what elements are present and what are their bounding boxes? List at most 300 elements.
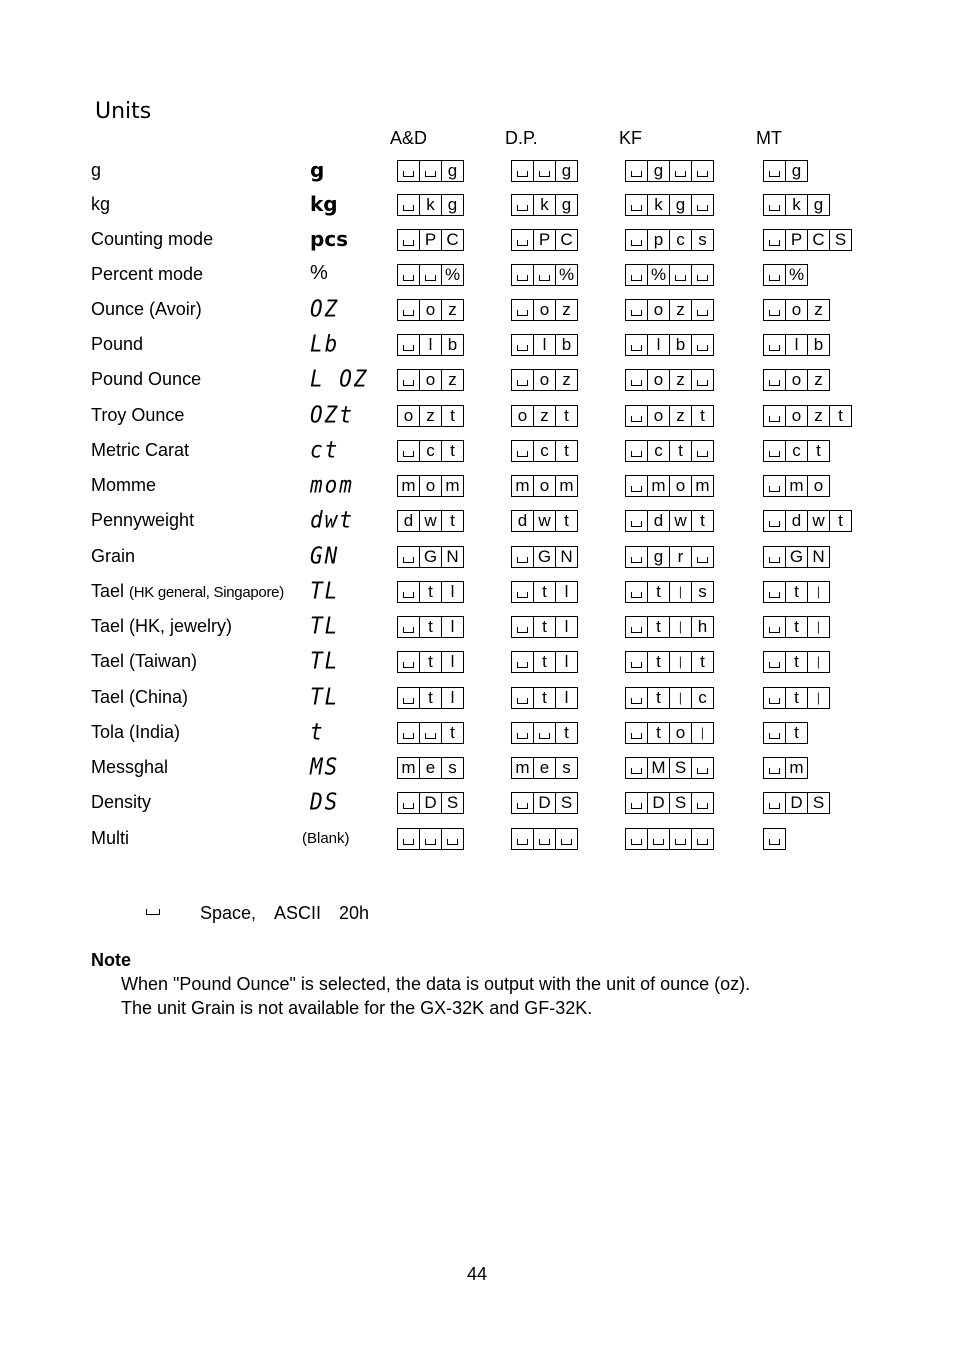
unit-name-text: Pennyweight <box>91 510 195 530</box>
output-cells-ad <box>397 194 464 216</box>
output-cells-kf <box>625 440 714 462</box>
space-cell <box>625 475 648 497</box>
char-cell: D <box>647 792 670 814</box>
char-cell: t <box>555 510 578 532</box>
output-cells-dp <box>511 369 578 391</box>
char-cell: D <box>419 792 442 814</box>
space-cell <box>397 616 420 638</box>
output-cells-ad <box>397 757 464 779</box>
output-cells-ad <box>397 299 464 321</box>
space-cell <box>691 334 714 356</box>
output-cells-kf <box>625 229 714 251</box>
space-cell <box>511 369 534 391</box>
output-cells-ad <box>397 581 464 603</box>
output-cells-mt <box>763 581 830 603</box>
output-cells-mt <box>763 405 852 427</box>
char-cell: t <box>555 440 578 462</box>
char-cell: d <box>511 510 534 532</box>
char-cell: t <box>419 616 442 638</box>
output-cells-kf <box>625 475 714 497</box>
unit-name-text: Pound Ounce <box>91 369 202 389</box>
space-cell <box>397 264 420 286</box>
column-header-mt: MT <box>756 128 782 148</box>
space-cell <box>397 299 420 321</box>
space-cell <box>763 581 786 603</box>
char-cell: N <box>441 546 464 568</box>
char-cell: t <box>785 687 808 709</box>
char-cell: o <box>669 475 692 497</box>
space-cell <box>625 334 648 356</box>
output-cells-dp <box>511 616 578 638</box>
space-cell <box>533 264 556 286</box>
unit-name <box>91 229 213 250</box>
char-cell: t <box>419 687 442 709</box>
char-cell: c <box>785 440 808 462</box>
char-cell: % <box>441 264 464 286</box>
unit-display-symbol: dwt <box>310 506 354 534</box>
unit-name <box>91 334 143 355</box>
column-header-dp: D.P. <box>505 128 538 148</box>
char-cell: k <box>533 194 556 216</box>
table-row <box>0 471 954 509</box>
space-cell <box>763 405 786 427</box>
char-cell: P <box>785 229 808 251</box>
unit-display-symbol: t <box>310 718 325 746</box>
output-cells-kf <box>625 792 714 814</box>
unit-display-symbol: Lb <box>310 330 340 358</box>
char-cell: g <box>441 160 464 182</box>
output-cells-ad <box>397 229 464 251</box>
space-cell <box>533 160 556 182</box>
unit-name-text: Momme <box>91 475 157 495</box>
char-cell: d <box>647 510 670 532</box>
unit-display-symbol: (Blank) <box>302 830 350 847</box>
space-cell <box>763 616 786 638</box>
char-cell: G <box>419 546 442 568</box>
unit-name-text: Tael <box>91 581 125 601</box>
output-cells-mt <box>763 722 808 744</box>
space-cell <box>511 160 534 182</box>
unit-name <box>91 160 101 181</box>
output-cells-ad <box>397 687 464 709</box>
space-cell <box>511 299 534 321</box>
output-cells-kf <box>625 757 714 779</box>
char-cell: N <box>807 546 830 568</box>
char-cell: s <box>691 229 714 251</box>
char-cell: % <box>647 264 670 286</box>
char-cell: t <box>441 440 464 462</box>
char-cell: s <box>441 757 464 779</box>
char-cell: t <box>533 581 556 603</box>
space-cell <box>419 828 442 850</box>
output-cells-kf <box>625 194 714 216</box>
char-cell: z <box>441 369 464 391</box>
output-cells-kf <box>625 369 714 391</box>
char-cell: e <box>533 757 556 779</box>
char-cell: | <box>669 616 692 638</box>
unit-name-text: kg <box>91 194 111 214</box>
char-cell: t <box>533 687 556 709</box>
char-cell: C <box>555 229 578 251</box>
unit-name <box>91 264 203 285</box>
char-cell: l <box>555 616 578 638</box>
output-cells-mt <box>763 687 830 709</box>
char-cell: r <box>669 546 692 568</box>
char-cell: S <box>669 757 692 779</box>
space-cell <box>397 334 420 356</box>
table-row <box>0 160 954 194</box>
char-cell: t <box>533 651 556 673</box>
char-cell: t <box>419 651 442 673</box>
space-cell <box>625 828 648 850</box>
table-row <box>0 436 954 474</box>
char-cell: t <box>555 722 578 744</box>
space-cell <box>691 440 714 462</box>
table-row <box>0 718 954 756</box>
char-cell: t <box>441 405 464 427</box>
char-cell: z <box>807 369 830 391</box>
unit-name-text: Grain <box>91 546 136 566</box>
char-cell: g <box>555 160 578 182</box>
char-cell: C <box>441 229 464 251</box>
char-cell: z <box>807 405 830 427</box>
char-cell: t <box>691 510 714 532</box>
char-cell: h <box>691 616 714 638</box>
space-cell <box>763 722 786 744</box>
char-cell: m <box>785 475 808 497</box>
char-cell: m <box>397 475 420 497</box>
char-cell: o <box>785 299 808 321</box>
table-row <box>0 612 954 650</box>
unit-name-text: Troy Ounce <box>91 405 185 425</box>
output-cells-dp <box>511 687 578 709</box>
space-cell <box>763 475 786 497</box>
char-cell: s <box>555 757 578 779</box>
space-cell <box>625 792 648 814</box>
output-cells-dp <box>511 651 578 673</box>
table-row <box>0 194 954 228</box>
space-cell <box>511 334 534 356</box>
char-cell: z <box>669 299 692 321</box>
space-cell <box>419 722 442 744</box>
space-cell <box>511 581 534 603</box>
output-cells-kf <box>625 299 714 321</box>
char-cell: o <box>419 299 442 321</box>
char-cell: m <box>511 475 534 497</box>
char-cell: | <box>807 616 830 638</box>
space-cell <box>625 581 648 603</box>
output-cells-mt <box>763 792 830 814</box>
space-cell <box>763 792 786 814</box>
char-cell: l <box>785 334 808 356</box>
space-cell <box>625 616 648 638</box>
char-cell: | <box>807 581 830 603</box>
unit-display-symbol: OZt <box>310 401 354 429</box>
space-cell <box>763 369 786 391</box>
space-cell <box>397 651 420 673</box>
unit-display-symbol: % <box>310 262 328 284</box>
unit-name-suffix: (HK general, Singapore) <box>129 584 284 601</box>
char-cell: t <box>669 440 692 462</box>
char-cell: z <box>669 405 692 427</box>
char-cell: k <box>785 194 808 216</box>
output-cells-ad <box>397 264 464 286</box>
unit-display-symbol: TL <box>310 577 340 605</box>
output-cells-ad <box>397 160 464 182</box>
char-cell: g <box>441 194 464 216</box>
output-cells-dp <box>511 440 578 462</box>
char-cell: P <box>533 229 556 251</box>
space-cell <box>397 194 420 216</box>
unit-display-symbol: DS <box>310 788 340 816</box>
space-cell <box>763 510 786 532</box>
output-cells-dp <box>511 828 578 850</box>
unit-name <box>91 792 151 813</box>
output-cells-mt <box>763 299 830 321</box>
space-cell <box>669 828 692 850</box>
unit-name-text: Tael (Taiwan) <box>91 651 198 671</box>
unit-display-symbol: g <box>310 158 325 182</box>
space-cell <box>533 828 556 850</box>
char-cell: d <box>785 510 808 532</box>
note-line-2: The unit Grain is not available for the GX-32K and GF-32K. <box>121 998 593 1018</box>
output-cells-dp <box>511 546 578 568</box>
space-cell <box>511 722 534 744</box>
space-cell <box>397 828 420 850</box>
output-cells-mt <box>763 369 830 391</box>
space-cell <box>625 194 648 216</box>
column-header-ad: A&D <box>390 128 428 148</box>
unit-name <box>91 405 184 426</box>
space-cell <box>625 722 648 744</box>
output-cells-dp <box>511 229 578 251</box>
space-cell <box>669 160 692 182</box>
char-cell: t <box>441 510 464 532</box>
char-cell: t <box>785 651 808 673</box>
unit-display-symbol: kg <box>310 192 338 216</box>
space-cell <box>763 828 786 850</box>
space-cell <box>625 369 648 391</box>
table-row <box>0 788 954 826</box>
char-cell: o <box>533 299 556 321</box>
char-cell: | <box>669 687 692 709</box>
char-cell: % <box>555 264 578 286</box>
table-row <box>0 647 954 685</box>
space-cell <box>625 405 648 427</box>
char-cell: S <box>807 792 830 814</box>
unit-name <box>91 616 232 637</box>
output-cells-kf <box>625 687 714 709</box>
char-cell: t <box>555 405 578 427</box>
char-cell: t <box>647 722 670 744</box>
table-row <box>0 542 954 580</box>
space-cell <box>625 687 648 709</box>
output-cells-kf <box>625 510 714 532</box>
char-cell: t <box>647 687 670 709</box>
char-cell: c <box>533 440 556 462</box>
unit-name-text: Density <box>91 792 152 812</box>
char-cell: o <box>419 475 442 497</box>
space-cell <box>625 264 648 286</box>
unit-name <box>91 651 197 672</box>
char-cell: t <box>647 651 670 673</box>
char-cell: z <box>669 369 692 391</box>
char-cell: S <box>441 792 464 814</box>
char-cell: l <box>441 581 464 603</box>
char-cell: l <box>555 651 578 673</box>
char-cell: g <box>807 194 830 216</box>
space-cell <box>691 792 714 814</box>
table-row <box>0 683 954 721</box>
char-cell: k <box>647 194 670 216</box>
table-row <box>0 229 954 263</box>
char-cell: z <box>419 405 442 427</box>
space-cell <box>511 264 534 286</box>
unit-name <box>91 722 180 743</box>
space-cell <box>397 722 420 744</box>
output-cells-dp <box>511 475 578 497</box>
char-cell: t <box>785 581 808 603</box>
table-row <box>0 264 954 298</box>
output-cells-mt <box>763 194 830 216</box>
output-cells-kf <box>625 160 714 182</box>
char-cell: m <box>397 757 420 779</box>
char-cell: t <box>829 405 852 427</box>
char-cell: z <box>441 299 464 321</box>
char-cell: D <box>533 792 556 814</box>
char-cell: S <box>669 792 692 814</box>
space-cell <box>441 828 464 850</box>
unit-name <box>91 546 135 567</box>
output-cells-mt <box>763 757 808 779</box>
space-cell <box>511 546 534 568</box>
space-cell <box>625 546 648 568</box>
char-cell: b <box>555 334 578 356</box>
space-cell <box>625 510 648 532</box>
space-cell <box>397 160 420 182</box>
output-cells-mt <box>763 475 830 497</box>
char-cell: t <box>533 616 556 638</box>
unit-name-text: Tael (HK, jewelry) <box>91 616 233 636</box>
char-cell: D <box>785 792 808 814</box>
output-cells-dp <box>511 405 578 427</box>
output-cells-ad <box>397 828 464 850</box>
char-cell: o <box>647 405 670 427</box>
char-cell: o <box>419 369 442 391</box>
char-cell: c <box>669 229 692 251</box>
char-cell: t <box>829 510 852 532</box>
char-cell: c <box>691 687 714 709</box>
unit-name <box>91 828 129 849</box>
char-cell: o <box>669 722 692 744</box>
legend-label: Space, <box>200 903 257 923</box>
char-cell: z <box>533 405 556 427</box>
unit-name-text: Tola (India) <box>91 722 181 742</box>
char-cell: w <box>669 510 692 532</box>
unit-name-text: Metric Carat <box>91 440 190 460</box>
unit-name <box>91 475 156 496</box>
output-cells-mt <box>763 828 786 850</box>
table-row <box>0 828 954 862</box>
space-cell <box>419 264 442 286</box>
char-cell: o <box>807 475 830 497</box>
char-cell: g <box>555 194 578 216</box>
output-cells-dp <box>511 510 578 532</box>
output-cells-dp <box>511 194 578 216</box>
char-cell: o <box>785 369 808 391</box>
space-cell <box>397 229 420 251</box>
output-cells-ad <box>397 616 464 638</box>
char-cell: S <box>829 229 852 251</box>
char-cell: G <box>785 546 808 568</box>
char-cell: l <box>533 334 556 356</box>
unit-name <box>91 687 188 708</box>
unit-display-symbol: mom <box>310 471 354 499</box>
char-cell: o <box>785 405 808 427</box>
char-cell: G <box>533 546 556 568</box>
char-cell: | <box>669 581 692 603</box>
char-cell: w <box>419 510 442 532</box>
char-cell: | <box>807 651 830 673</box>
char-cell: w <box>807 510 830 532</box>
char-cell: c <box>647 440 670 462</box>
output-cells-ad <box>397 475 464 497</box>
space-cell <box>763 160 786 182</box>
space-cell <box>625 229 648 251</box>
table-row <box>0 401 954 439</box>
char-cell: | <box>669 651 692 673</box>
unit-display-symbol: TL <box>310 612 340 640</box>
unit-name-text: Counting mode <box>91 229 214 249</box>
unit-name <box>91 194 110 215</box>
space-cell <box>763 757 786 779</box>
space-cell <box>763 229 786 251</box>
space-cell <box>397 581 420 603</box>
space-cell <box>691 299 714 321</box>
space-cell <box>397 440 420 462</box>
space-cell <box>763 651 786 673</box>
column-header-kf: KF <box>619 128 643 148</box>
char-cell: o <box>533 369 556 391</box>
unit-name <box>91 510 194 531</box>
space-cell <box>397 546 420 568</box>
output-cells-ad <box>397 440 464 462</box>
space-cell <box>763 546 786 568</box>
char-cell: t <box>419 581 442 603</box>
space-cell <box>511 792 534 814</box>
unit-name-text: Percent mode <box>91 264 204 284</box>
unit-name-text: g <box>91 160 102 180</box>
char-cell: g <box>785 160 808 182</box>
unit-name-text: Pound <box>91 334 144 354</box>
space-cell <box>419 160 442 182</box>
char-cell: M <box>647 757 670 779</box>
space-cell <box>555 828 578 850</box>
char-cell: N <box>555 546 578 568</box>
char-cell: c <box>419 440 442 462</box>
char-cell: b <box>441 334 464 356</box>
space-cell <box>763 299 786 321</box>
unit-name <box>91 440 189 461</box>
output-cells-dp <box>511 792 578 814</box>
char-cell: s <box>691 581 714 603</box>
space-cell <box>533 722 556 744</box>
unit-name-text: Messghal <box>91 757 169 777</box>
table-row <box>0 753 954 791</box>
char-cell: z <box>555 369 578 391</box>
output-cells-mt <box>763 440 830 462</box>
space-cell <box>647 828 670 850</box>
